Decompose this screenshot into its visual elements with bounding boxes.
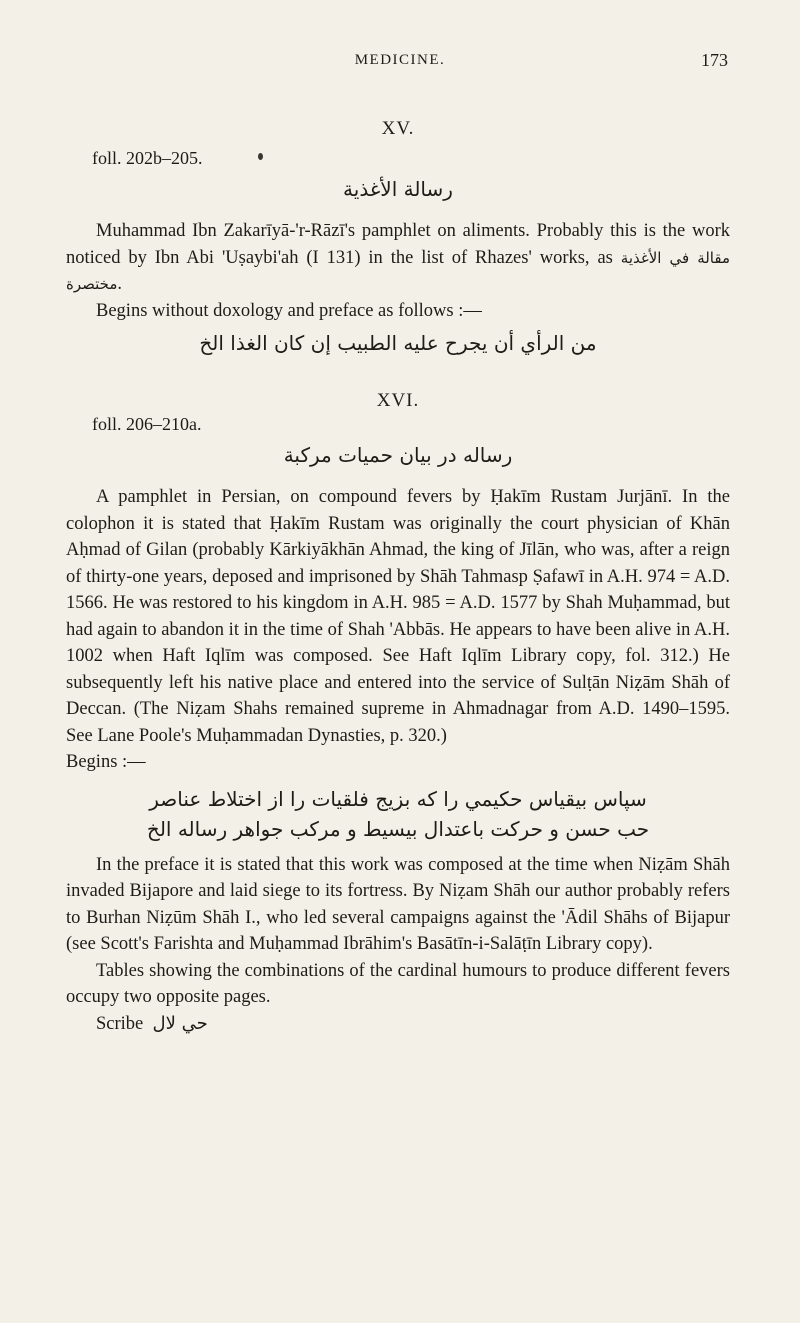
begins-label: Begins :—	[66, 752, 146, 772]
scribe-label: Scribe	[96, 1013, 144, 1034]
section-number: XV.	[381, 118, 415, 139]
incipit-arabic-line-1: سپاس بيقياس حكيمي را كه بزيج فلقيات را از اختلاط عناصر	[149, 786, 647, 811]
tables-paragraph: Tables showing the combinations of the cardinal humours to produce different fevers occupy two opposite pages.	[66, 960, 730, 1007]
description-text: Muhammad Ibn Zakarīyā-'r-Rāzī's pamphlet on aliments. Probably this is the work noticed by Ibn Abi 'Uṣaybi'ah (I 131) in the list of Rhazes' works, as	[66, 221, 730, 268]
incipit-arabic-line-2: حب حسن و حركت باعتدال بيسيط و مركب جواهر رساله الخ	[146, 816, 650, 841]
section-xvi-body	[66, 484, 730, 1037]
section-number: XVI.	[376, 390, 420, 411]
page-number: 173	[701, 50, 728, 70]
ink-mark	[258, 153, 263, 160]
description-paragraph: Muhammad Ibn Zakarīyā-'r-Rāzī's pamphlet on aliments. Probably this is the work noticed by Ibn Abi 'Uṣaybi'ah (I 131) in the list of Rhazes' works, as مقالة في الأغذية مختصرة.	[66, 221, 731, 294]
running-head: MEDICINE.	[354, 52, 446, 68]
scribe-name-arabic: حي لال	[152, 1012, 208, 1034]
description-paragraph: A pamphlet in Persian, on compound fevers by Ḥakīm Rustam Jurjānī. In the colophon it is stated that Ḥakīm Rustam was originally the court physician of Khān Aḥmad of Gilan (probably Kārkiyākhān Ahmad, the king of Jīlān, who was, after a reign of thirty-one years, deposed and imprisoned by Shāh Tahmasp Ṣafawī in A.H. 974 = A.D. 1566. He was restored to his kingdom in A.H. 985 = A.D. 1577 by Shah Muḥammad, but had again to abandon it in the time of Shah 'Abbās. He appears to have been alive in A.H. 1002 when Haft Iqlīm was composed. See Haft Iqlīm Library copy, fol. 312.) He subsequently left his native place and entered into the service of Sulṭān Niẓām Shāh of Deccan. (The Niẓam Shahs remained supreme in Ahmadnagar from A.D. 1490–1595. See Lane Poole's Muḥammadan Dynasties, p. 320.)	[66, 487, 730, 746]
section-xvi	[66, 390, 730, 412]
section-xvi-title	[66, 440, 730, 470]
section-xv	[66, 118, 730, 140]
section-xv-title	[66, 174, 730, 204]
preface-paragraph: In the preface it is stated that this work was composed at the time when Niẓām Shāh invaded Bijapore and laid siege to its fortress. By Niẓam Shāh our author probably refers to Burhan Niẓūm Shāh I., who led several campaigns against the 'Ādil Shāhs of Bijapur (see Scott's Farishta and Muḥammad Ibrāhim's Basātīn-i-Salāṭīn Library copy).	[66, 854, 730, 954]
section-xv-body	[66, 218, 730, 358]
inline-arabic-title: مقالة في الأغذية مختصرة	[66, 248, 731, 293]
arabic-title: رسالة الأغذية	[343, 177, 453, 201]
begins-paragraph: Begins without doxology and preface as follows :—	[96, 300, 482, 321]
scribe-line	[66, 1011, 730, 1038]
folio-reference: foll. 202b–205.	[92, 148, 203, 168]
arabic-title: رساله در بيان حميات مركبة	[283, 443, 513, 467]
folio-reference: foll. 206–210a.	[92, 414, 202, 434]
incipit-arabic: من الرأي أن يجرح عليه الطبيب إن كان الغذا الخ	[199, 331, 597, 355]
